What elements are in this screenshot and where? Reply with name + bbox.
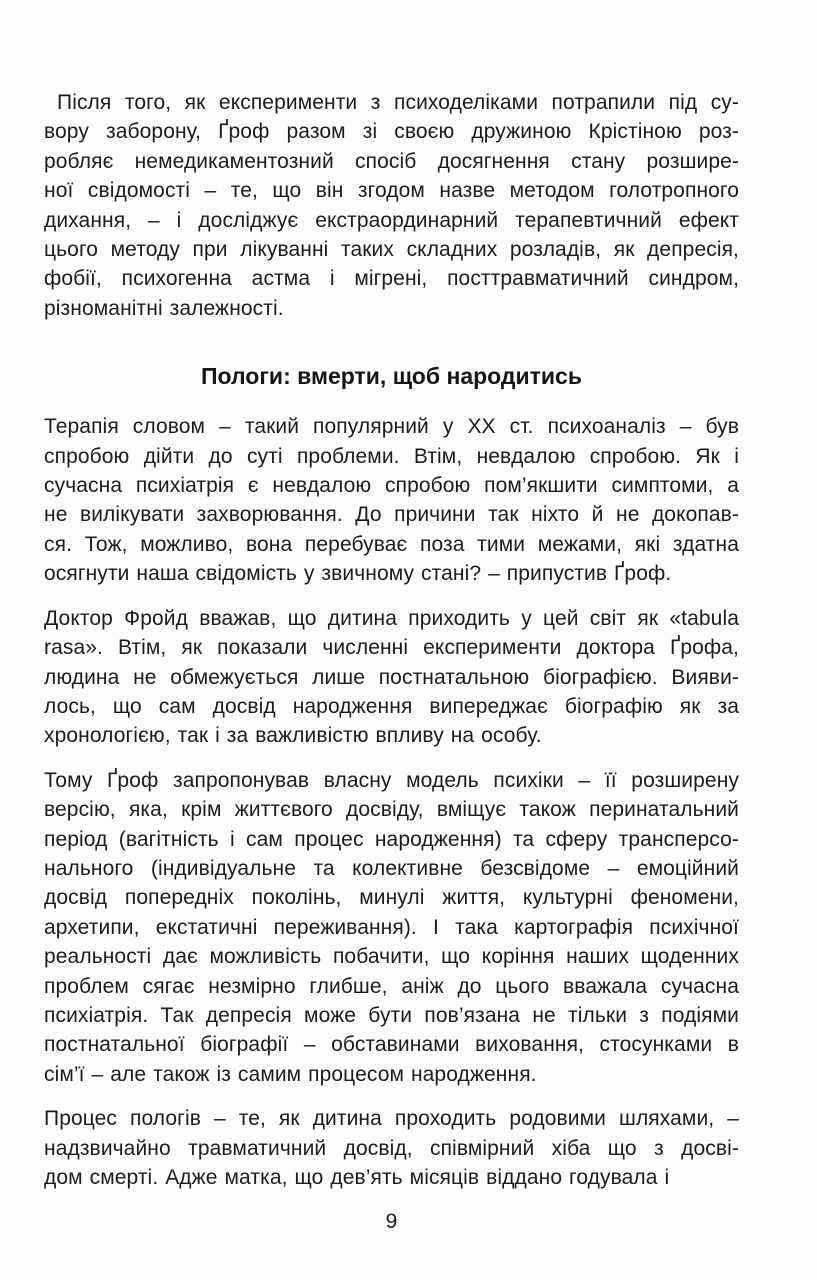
text-line: психіатрія. Так депресія може бути пов’язана не тільки з подіями — [44, 1003, 739, 1027]
intro-paragraph — [44, 88, 739, 323]
text-line: rasa». Втім, як показали численні експерименти доктора Ґрофа, — [44, 636, 739, 660]
paragraph-3 — [44, 766, 739, 1089]
text-line: Тому Ґроф запропонував власну модель психіки – її розширену — [44, 768, 739, 792]
text-line: вору заборону, Ґроф разом зі своєю дружиною Крістіною роз- — [44, 120, 739, 144]
text-line: постнатальної біографії – обставинами виховання, стосунками в — [44, 1033, 739, 1057]
text-line: людина не обмежується лише постнатальною біографією. Вияви- — [44, 665, 739, 689]
page-footer — [44, 1207, 739, 1236]
text-line: реальності дає можливість побачити, що коріння наших щоденних — [44, 945, 739, 969]
text-line: Процес пологів – те, як дитина проходить родовими шляхами, – — [44, 1107, 739, 1131]
text-line: ся. Тож, можливо, вона перебуває поза тими межами, які здатна — [44, 532, 739, 556]
text-line: хронологією, так і за важливістю впливу на особу. — [44, 724, 542, 748]
text-line: спробою дійти до суті проблеми. Втім, невдалою спробою. Як і — [44, 444, 739, 468]
text-line: робляє немедикаментозний спосіб досягнення стану розшире- — [44, 149, 739, 173]
text-line: фобії, психогенна астма і мігрені, посттравматичний синдром, — [44, 267, 739, 291]
text-line: проблем сягає незмірно глибше, аніж до цього вважала сучасна — [44, 974, 739, 998]
page-number: 9 — [385, 1210, 398, 1234]
text-line: сучасна психіатрія є невдалою спробою пом’якшити симптоми, а — [44, 474, 739, 498]
text-line: надзвичайно травматичний досвід, співмірний хіба що з досві- — [44, 1136, 739, 1160]
text-line: дихання, – і досліджує екстраординарний терапевтичний ефект — [44, 208, 739, 232]
paragraph-1 — [44, 412, 739, 588]
text-line: цього методу при лікуванні таких складних розладів, як депресія, — [44, 238, 739, 262]
text-line: період (вагітність і сам процес народження) та сферу трансперсо- — [44, 827, 739, 851]
paragraph-2 — [44, 604, 739, 751]
text-line: сім’ї – але також із самим процесом народження. — [44, 1062, 537, 1086]
text-line: не вилікувати захворювання. До причини так ніхто й не докопав- — [44, 503, 739, 527]
text-line: ної свідомості – те, що він згодом назве методом голотропного — [44, 179, 739, 203]
text-line: архетипи, екстатичні переживання). І така картографія психічної — [44, 915, 739, 939]
text-line: Терапія словом – такий популярний у ХХ ст. психоаналіз – був — [44, 415, 739, 439]
text-line: нального (індивідуальне та колективне безсвідоме – емоційний — [44, 856, 739, 880]
text-line: Після того, як експерименти з психоделіками потрапили під су- — [57, 91, 739, 114]
section-heading: Пологи: вмерти, щоб народитись — [200, 363, 582, 390]
text-line: осягнути наша свідомість у звичному стані? – припустив Ґроф. — [44, 562, 672, 586]
text-line: дом смерті. Адже матка, що дев’ять місяців віддано годувала і — [44, 1166, 670, 1189]
text-line: версію, яка, крім життєвого досвіду, вміщує також перинатальний — [44, 798, 739, 822]
text-column — [44, 88, 739, 1192]
text-line: Доктор Фройд вважав, що дитина приходить у цей світ як «tabula — [44, 606, 739, 630]
text-line: досвід попередніх поколінь, минулі життя, культурні феномени, — [44, 886, 739, 910]
text-line: різноманітні залежності. — [44, 296, 284, 320]
paragraph-4 — [44, 1104, 739, 1192]
text-line: лось, що сам досвід народження випереджає біографію як за — [44, 694, 739, 718]
